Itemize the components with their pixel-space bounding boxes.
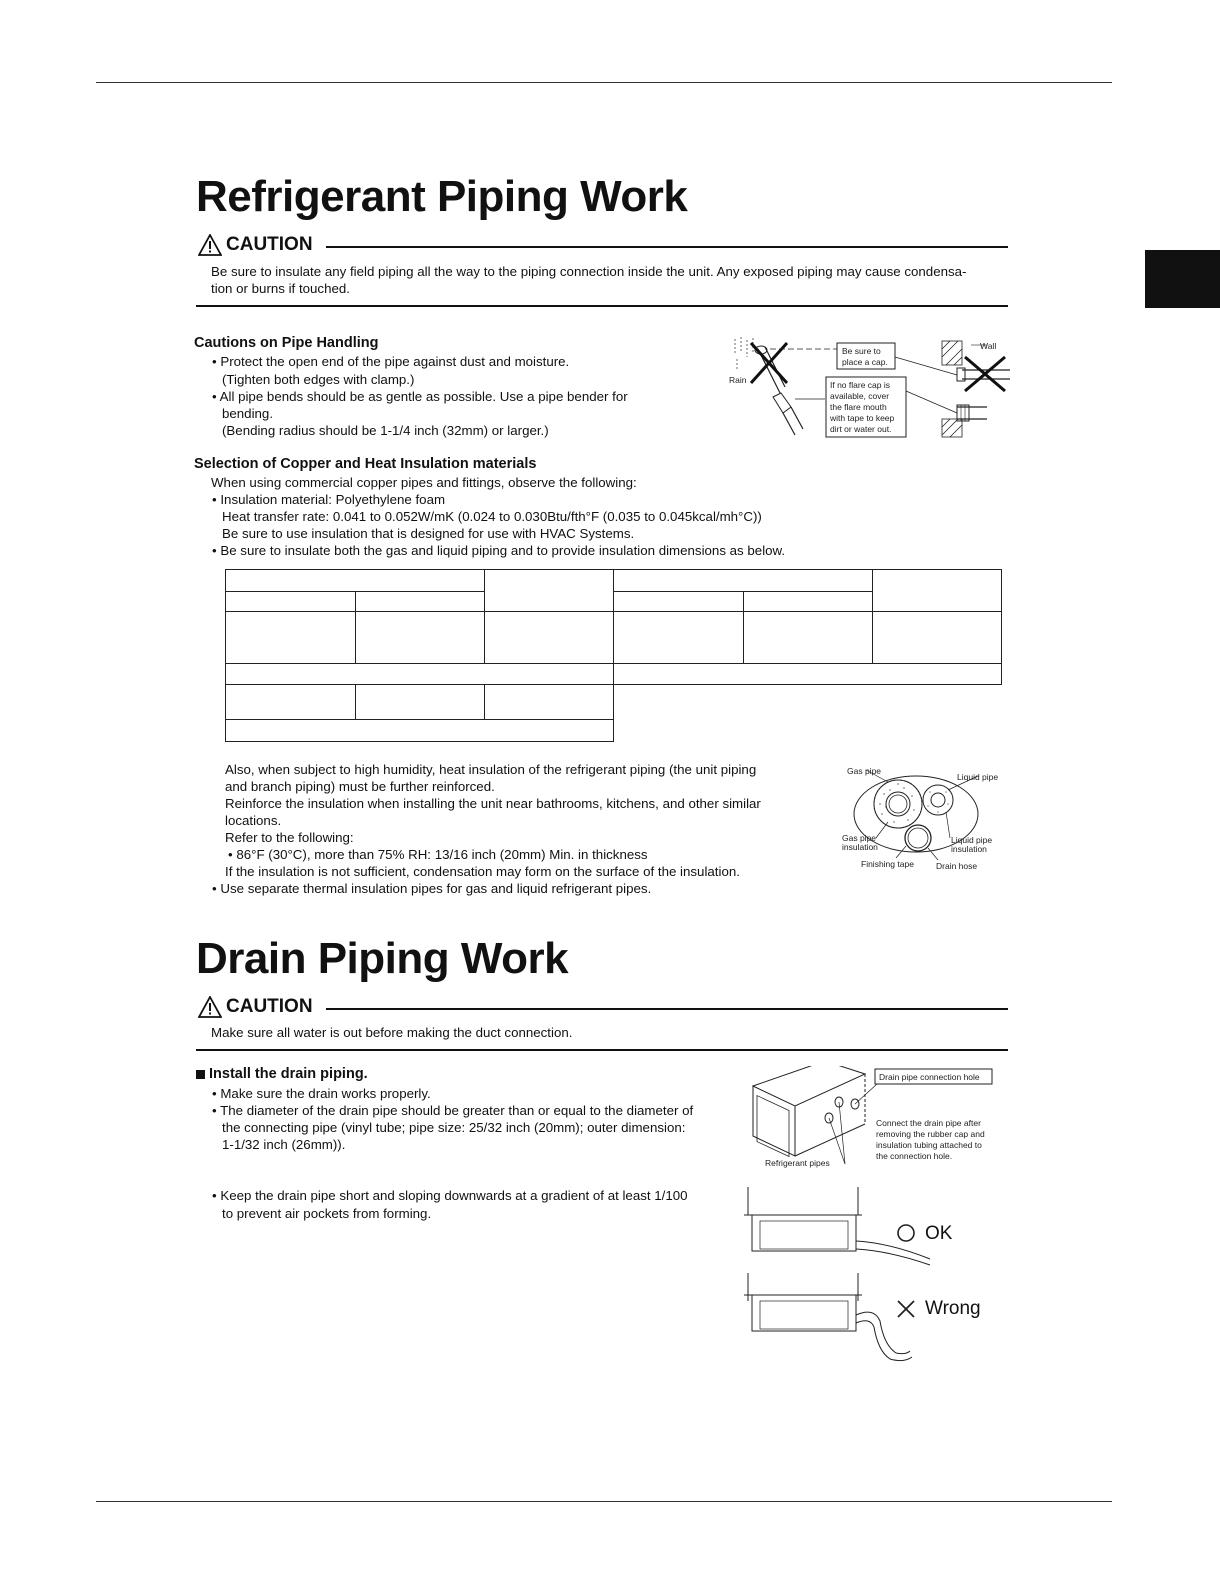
drain-line: • The diameter of the drain pipe should be greater than or equal to the diameter of — [212, 1103, 694, 1118]
list-item: • All pipe bends should be as gentle as possible. Use a pipe bender for — [212, 389, 628, 404]
table-cell — [873, 570, 1002, 612]
list-item: • Protect the open end of the pipe against dust and moisture. — [212, 354, 570, 369]
humidity-line: • 86°F (30°C), more than 75% RH: 13/16 inch (20mm) Min. in thickness — [228, 847, 648, 862]
drain-hose-label: Drain hose — [936, 861, 978, 871]
gas-insulation-label: Gas pipe — [842, 833, 877, 843]
connect-note-line: removing the rubber cap and — [876, 1129, 985, 1139]
caution-text-line: Be sure to insulate any field piping all the way to the piping connection inside the unit. Any exposed piping may cause condensa- — [211, 264, 967, 279]
footer-rule — [96, 1501, 1112, 1502]
refrigerant-pipes-label: Refrigerant pipes — [765, 1158, 830, 1168]
insulation-cross-section-figure — [838, 762, 1010, 874]
insulation-dimensions-table — [225, 569, 1002, 742]
table-cell — [226, 592, 356, 612]
slope-line: to prevent air pockets from forming. — [222, 1206, 432, 1221]
connect-note-line: insulation tubing attached to — [876, 1140, 982, 1150]
caution-bottom-rule — [196, 1049, 1008, 1051]
caution-label: CAUTION — [226, 996, 313, 1017]
table-cell — [226, 720, 614, 742]
table-cell — [614, 612, 744, 664]
selection-line: • Be sure to insulate both the gas and liquid piping and to provide insulation dimensions as below. — [212, 543, 786, 558]
wrong-label: Wrong — [925, 1298, 981, 1319]
drain-line: 1-1/32 inch (26mm)). — [222, 1137, 346, 1152]
selection-line: • Insulation material: Polyethylene foam — [212, 492, 446, 507]
table-cell — [614, 664, 1002, 685]
table-cell — [355, 612, 485, 664]
humidity-line: Also, when subject to high humidity, heat insulation of the refrigerant piping (the unit piping — [225, 762, 757, 777]
drain-title: Drain Piping Work — [196, 934, 569, 983]
refrigerant-title: Refrigerant Piping Work — [196, 172, 688, 221]
cap-note-line: Be sure to — [842, 346, 881, 356]
drain-caution — [198, 996, 313, 1018]
slope-line: • Keep the drain pipe short and sloping downwards at a gradient of at least 1/100 — [212, 1188, 688, 1203]
square-bullet — [196, 1070, 205, 1079]
caution-label: CAUTION — [226, 234, 313, 255]
caution-rule — [326, 1008, 1008, 1010]
humidity-line: locations. — [225, 813, 282, 828]
table-cell — [226, 570, 485, 592]
tape-note-line: with tape to keep — [830, 413, 895, 423]
warning-triangle-icon — [198, 996, 222, 1018]
liquid-insulation-label: insulation — [951, 844, 987, 854]
table-cell — [614, 592, 744, 612]
wall-label: Wall — [980, 341, 997, 351]
tape-note-line: the flare mouth — [830, 402, 887, 412]
selection-line: Heat transfer rate: 0.041 to 0.052W/mK (0.024 to 0.030Btu/fth°F (0.035 to 0.045kcal/mh°C)) — [222, 509, 762, 524]
table-cell — [226, 664, 614, 685]
table-cell — [485, 685, 614, 720]
drain-caution-text: Make sure all water is out before making the duct connection. — [211, 1025, 573, 1040]
table-cell — [226, 612, 356, 664]
caution-bottom-rule — [196, 305, 1008, 307]
table-cell — [743, 612, 873, 664]
cap-note-line: place a cap. — [842, 357, 888, 367]
caution-rule — [326, 246, 1008, 248]
tape-note-line: available, cover — [830, 391, 890, 401]
table-cell — [355, 685, 485, 720]
install-drain-heading: Install the drain piping. — [209, 1066, 368, 1082]
gas-pipe-label: Gas pipe — [847, 766, 882, 776]
table-blank — [614, 720, 1002, 742]
table-cell — [355, 592, 485, 612]
section-tab-marker — [1145, 250, 1220, 308]
connect-note-line: Connect the drain pipe after — [876, 1118, 981, 1128]
rain-label: Rain — [729, 375, 747, 385]
humidity-line: Reinforce the insulation when installing the unit near bathrooms, kitchens, and other similar — [225, 796, 761, 811]
drain-slope-illustration — [740, 1185, 990, 1365]
liquid-pipe-label: Liquid pipe — [957, 772, 999, 782]
connect-note-line: the connection hole. — [876, 1151, 953, 1161]
list-item: (Tighten both edges with clamp.) — [222, 372, 415, 387]
list-item: bending. — [222, 406, 274, 421]
list-item: (Bending radius should be 1-1/4 inch (32mm) or larger.) — [222, 423, 549, 438]
drain-slope-figure — [740, 1185, 990, 1365]
table-cell — [873, 612, 1002, 664]
tape-note-line: If no flare cap is — [830, 380, 891, 390]
header-rule — [96, 82, 1112, 83]
pipe-handling-heading: Cautions on Pipe Handling — [194, 335, 379, 351]
table-cell — [226, 685, 356, 720]
selection-heading: Selection of Copper and Heat Insulation materials — [194, 456, 537, 472]
drain-connection-figure — [745, 1066, 1010, 1176]
caution-text-line: tion or burns if touched. — [211, 281, 350, 296]
drain-line: the connecting pipe (vinyl tube; pipe size: 25/32 inch (20mm); outer dimension: — [222, 1120, 686, 1135]
table-blank — [614, 685, 1002, 720]
gas-insulation-label: insulation — [842, 842, 878, 852]
tape-note-line: dirt or water out. — [830, 424, 892, 434]
finishing-tape-label: Finishing tape — [861, 859, 914, 869]
drain-connection-hole-label: Drain pipe connection hole — [879, 1072, 980, 1082]
warning-triangle-icon — [198, 234, 222, 256]
refrigerant-caution — [198, 234, 313, 256]
selection-line: Be sure to use insulation that is designed for use with HVAC Systems. — [222, 526, 635, 541]
table-cell — [485, 570, 614, 612]
table-cell — [485, 612, 614, 664]
drain-line: • Make sure the drain works properly. — [212, 1086, 431, 1101]
humidity-line: and branch piping) must be further reinforced. — [225, 779, 495, 794]
pipe-cap-figure — [725, 335, 1015, 445]
table-cell — [743, 592, 873, 612]
humidity-line: If the insulation is not sufficient, condensation may form on the surface of the insulation. — [225, 864, 740, 879]
humidity-line: • Use separate thermal insulation pipes for gas and liquid refrigerant pipes. — [212, 881, 652, 896]
liquid-insulation-label: Liquid pipe — [951, 835, 993, 845]
selection-line: When using commercial copper pipes and fittings, observe the following: — [211, 475, 637, 490]
ok-label: OK — [925, 1223, 953, 1244]
humidity-line: Refer to the following: — [225, 830, 354, 845]
table-cell — [614, 570, 873, 592]
